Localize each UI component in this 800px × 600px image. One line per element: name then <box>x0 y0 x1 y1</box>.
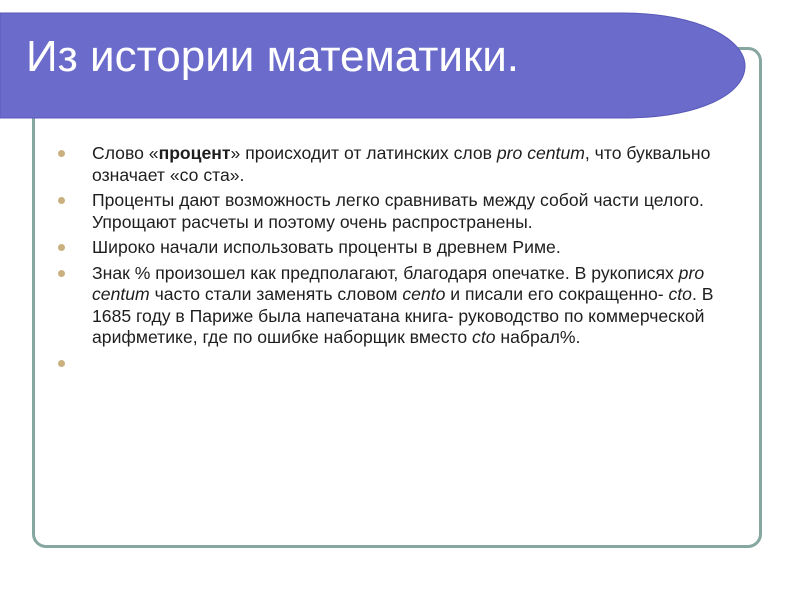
text-segment: cento <box>402 284 446 304</box>
text-segment: pro centum <box>92 262 705 304</box>
bullet-dot-icon <box>58 197 65 204</box>
bullet-item <box>58 237 738 259</box>
slide-title: Из истории математики. <box>26 32 520 81</box>
text-segment: . В 1685 году в Париже была напечатана книга- руководство по коммерческой арифметике, где по ошибке наборщик вместо <box>92 284 714 347</box>
bullet-text <box>92 143 738 186</box>
bullet-dot-icon <box>58 360 65 367</box>
bullet-dot-icon <box>58 244 65 251</box>
text-segment: cto <box>668 284 692 304</box>
text-segment: pro centum <box>496 143 585 163</box>
text-segment: » происходит от латинских слов <box>230 143 497 163</box>
text-segment: набрал%. <box>495 327 581 347</box>
bullet-dot-icon <box>58 150 65 157</box>
text-segment: cto <box>472 327 496 347</box>
text-segment: Слово « <box>92 143 159 163</box>
text-segment: , что буквально означает «со ста». <box>92 143 711 185</box>
bullet-text <box>92 190 738 233</box>
bullet-item <box>58 190 738 233</box>
bullet-text <box>92 263 738 349</box>
text-segment: часто стали заменять словом <box>149 284 403 304</box>
bullet-list <box>58 143 738 378</box>
bullet-item <box>58 353 738 374</box>
text-segment: и писали его сокращенно- <box>445 284 669 304</box>
text-segment: процент <box>158 143 231 163</box>
bullet-item <box>58 143 738 186</box>
bullet-item <box>58 263 738 349</box>
text-segment: Проценты дают возможность легко сравнивать между собой части целого. Упрощают расчеты и поэтому очень распространены. <box>92 190 704 232</box>
bullet-text <box>92 237 738 259</box>
bullet-dot-icon <box>58 270 65 277</box>
text-segment: Широко начали использовать проценты в древнем Риме. <box>92 237 561 257</box>
text-segment: Знак % произошел как предполагают, благодаря опечатке. В рукописях <box>92 262 679 283</box>
